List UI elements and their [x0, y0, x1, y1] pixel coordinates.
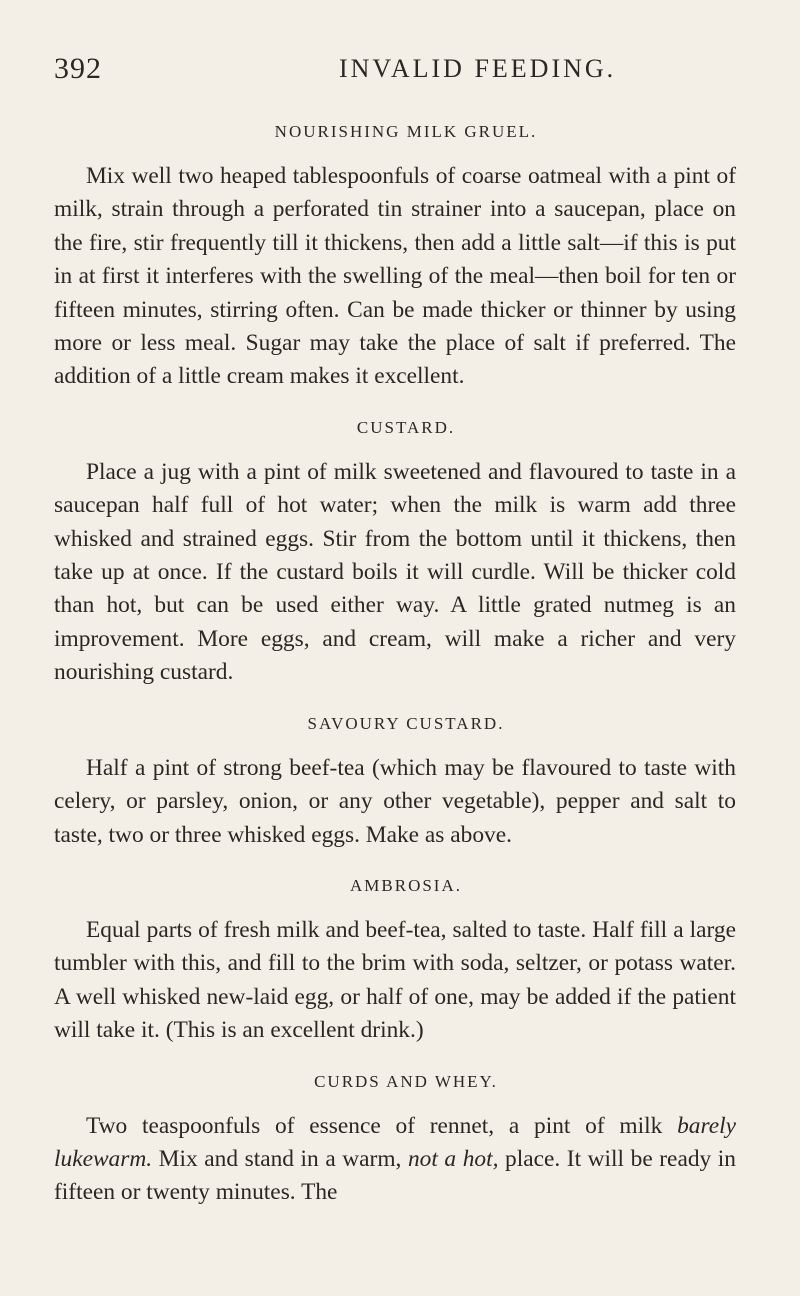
page-number: 392	[54, 52, 102, 85]
section-text-curds-and-whey	[54, 1110, 736, 1210]
section-title-savoury-custard: SAVOURY CUSTARD.	[307, 713, 505, 733]
section-title-ambrosia: AMBROSIA.	[350, 875, 462, 895]
page-header	[54, 52, 736, 96]
section-text-ambrosia: Equal parts of fresh milk and beef-tea, salted to taste. Half fill a large tumbler with this, and fill to the brim with soda, seltzer, or potass water. A well whisked new-laid egg, or half of one, may be added if the patient will take it. (This is an excellent drink.)	[54, 916, 736, 1044]
curds-text-mid: Mix and stand in a warm,	[152, 1145, 402, 1172]
section-title-curds-and-whey: CURDS AND WHEY.	[314, 1071, 498, 1091]
curds-text-end: place. It will be ready in fifteen or twenty minutes. The	[54, 1145, 736, 1206]
curds-text-italic-lukewarm: barely lukewarm.	[54, 1112, 736, 1172]
section-title-custard: CUSTARD.	[356, 417, 456, 437]
curds-text-start: Two teaspoonfuls of essence of rennet, a pint of milk	[86, 1112, 663, 1139]
section-text-milk-gruel: Mix well two heaped tablespoonfuls of coarse oatmeal with a pint of milk, strain through a perforated tin strainer into a saucepan, place on the fire, stir frequently till it thickens, then add a little salt—if this is put in at first it interferes with the swelling of the meal—then boil for ten or fifteen minutes, stirring often. Can be made thicker or thinner by using more or less meal. Sugar may take the place of salt if preferred. The addition of a little cream makes it excellent.	[54, 163, 736, 390]
running-title: INVALID FEEDING.	[339, 54, 617, 83]
section-title-milk-gruel: NOURISHING MILK GRUEL.	[274, 122, 538, 141]
section-text-savoury-custard: Half a pint of strong beef-tea (which may be flavoured to taste with celery, or parsley, onion, or any other vegetable), pepper and salt to taste, two or three whisked eggs. Make as above.	[54, 754, 736, 848]
section-text-custard: Place a jug with a pint of milk sweetened and flavoured to taste in a saucepan half full of hot water; when the milk is warm add three whisked and strained eggs. Stir from the bottom until it thickens, then take up at once. If the custard boils it will curdle. Will be thicker cold than hot, but can be used either way. A little grated nutmeg is an improvement. More eggs, and cream, will make a richer and very nourishing custard.	[54, 458, 736, 686]
curds-text-italic-not-hot: not a hot,	[407, 1145, 499, 1172]
